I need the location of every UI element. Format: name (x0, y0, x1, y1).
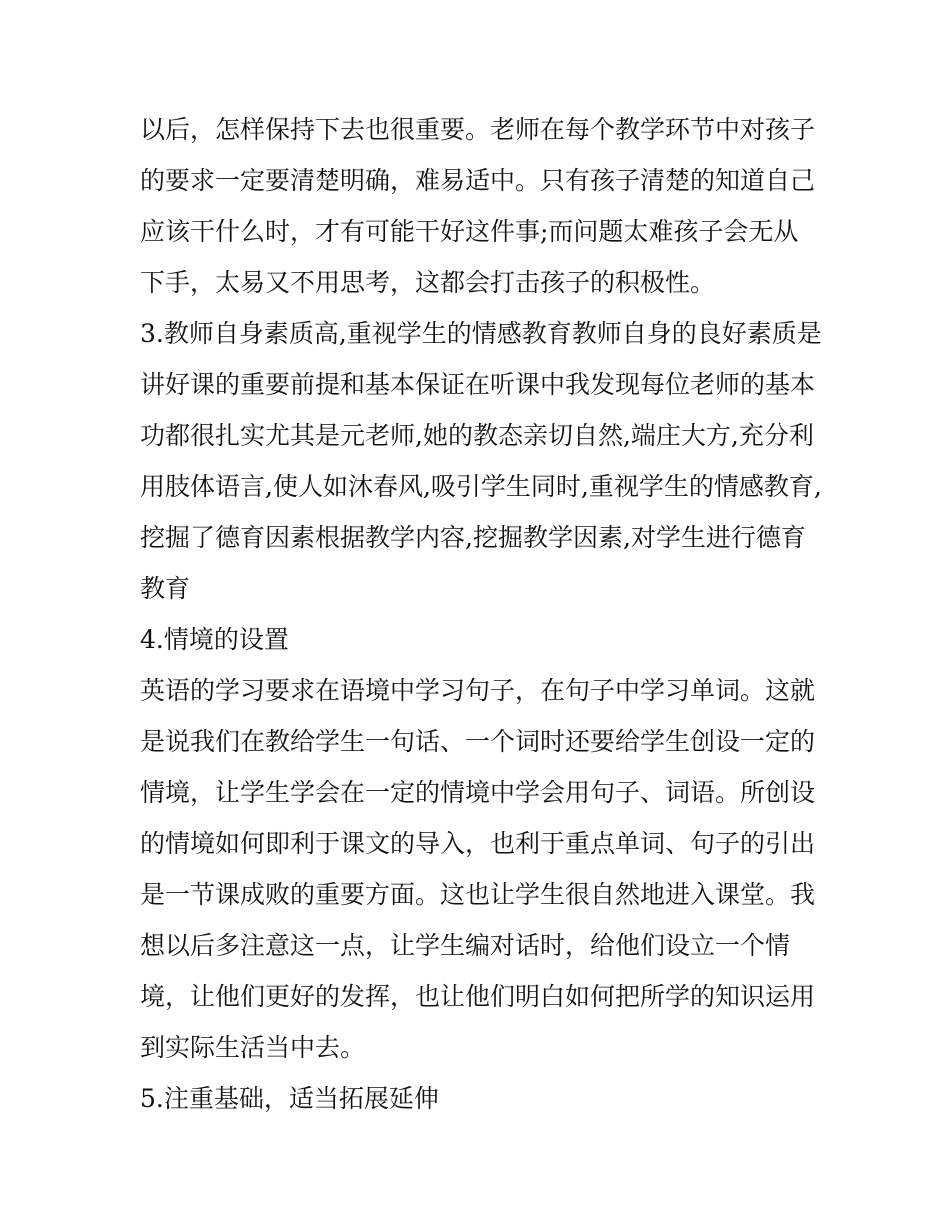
section-heading-3: 3.教师自身素质高,重视学生的情感教育教师自身的良好素质是 (140, 319, 822, 348)
text-line: 应该干什么时，才有可能干好这件事;而问题太难孩子会无从 (140, 217, 799, 246)
text-line: 讲好课的重要前提和基本保证在听课中我发现每位老师的基本 (140, 370, 816, 399)
text-line: 英语的学习要求在语境中学习句子，在句子中学习单词。这就 (140, 676, 816, 705)
section-heading-5: 5.注重基础，适当拓展延伸 (140, 1084, 439, 1113)
text-line: 的情境如何即利于课文的导入，也利于重点单词、句子的引出 (140, 829, 816, 858)
text-line: 功都很扎实尤其是元老师,她的教态亲切自然,端庄大方,充分利 (140, 421, 814, 450)
text-line: 以后，怎样保持下去也很重要。老师在每个教学环节中对孩子 (140, 115, 816, 144)
text-line: 教育 (140, 574, 191, 603)
text-line: 情境，让学生学会在一定的情境中学会用句子、词语。所创设 (140, 778, 816, 807)
text-line: 想以后多注意这一点，让学生编对话时，给他们设立一个情 (140, 931, 791, 960)
text-line: 境，让他们更好的发挥，也让他们明白如何把所学的知识运用 (140, 982, 816, 1011)
text-line: 的要求一定要清楚明确，难易适中。只有孩子清楚的知道自己 (140, 166, 816, 195)
text-line: 用肢体语言,使人如沐春风,吸引学生同时,重视学生的情感教育, (140, 472, 822, 501)
body-text (140, 104, 820, 1124)
section-heading-4: 4.情境的设置 (140, 625, 289, 654)
text-line: 是一节课成败的重要方面。这也让学生很自然地进入课堂。我 (140, 880, 816, 909)
text-line: 挖掘了德育因素根据教学内容,挖掘教学因素,对学生进行德育 (140, 523, 806, 552)
text-line: 是说我们在教给学生一句话、一个词时还要给学生创设一定的 (140, 727, 816, 756)
text-line: 下手，太易又不用思考，这都会打击孩子的积极性。 (140, 268, 716, 297)
text-line: 到实际生活当中去。 (140, 1033, 366, 1062)
